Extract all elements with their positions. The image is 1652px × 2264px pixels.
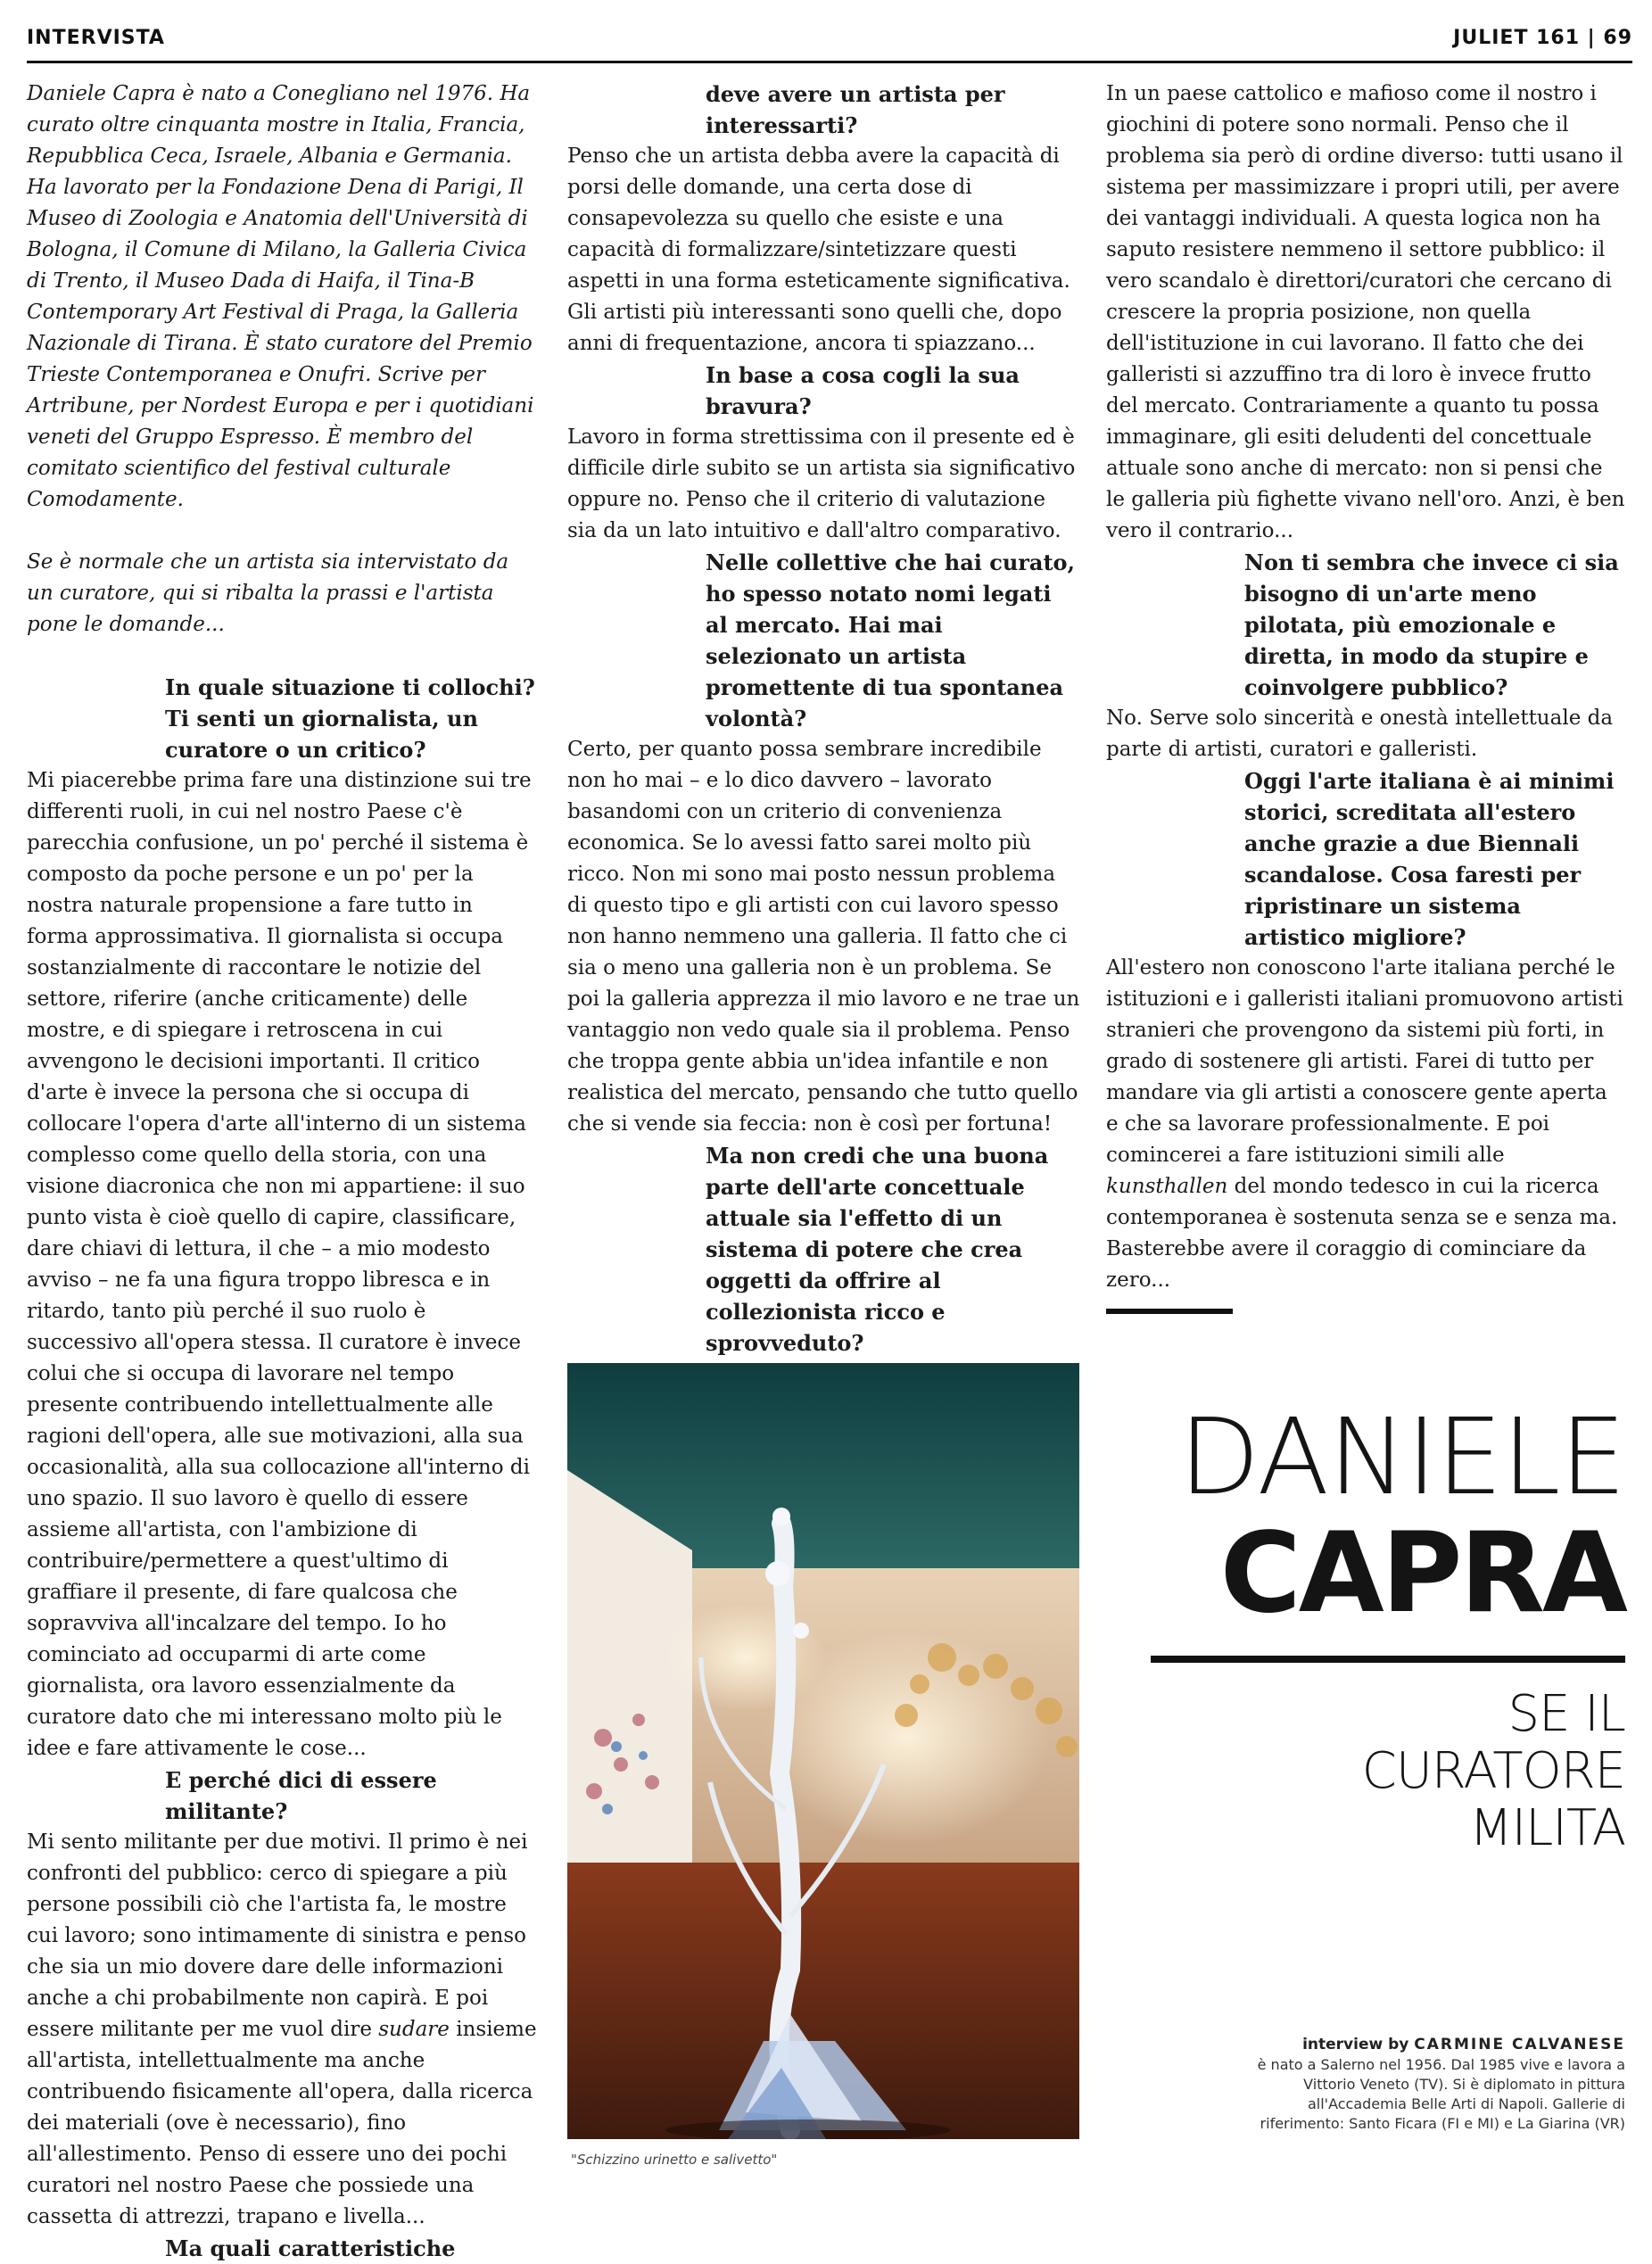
answer-8-text-b: del mondo tedesco in cui la ricerca contemporanea è sostenuta senza se e senza ma. Basterebbe avere il coraggio di cominciare da zero... (1106, 1175, 1618, 1292)
answer-8-emphasis: kunsthallen (1106, 1175, 1228, 1198)
gallery-installation-image (567, 1363, 1079, 2139)
question-3-end: deve avere un artista per interessarti? (706, 81, 1005, 138)
exhibition-photo (567, 1363, 1079, 2139)
subtitle-line-2: CURATORE (1361, 1742, 1625, 1800)
question-7: Non ti sembra che invece ci sia bisogno di un'arte meno pilotata, più emozionale e diretta, in modo da stupire e coinvolgere pubblico? (1244, 549, 1619, 700)
article-title-block (1151, 1395, 1625, 1857)
answer-4: Lavoro in forma strettissima con il presente ed è difficile dirle subito se un artista sia significativo oppure no. Penso che il criterio di valutazione sia da un lato intuitivo e dall'altro comparativo. (567, 426, 1076, 542)
title-divider (1151, 1656, 1625, 1663)
question-6: Ma non credi che una buona parte dell'arte concettuale attuale sia l'effetto di un sistema di potere che crea oggetti da offrire al collezionista ricco e sprovveduto? (706, 1143, 1049, 1356)
question-8: Oggi l'arte italiana è ai minimi storici, screditata all'estero anche grazie a due Biennali scandalose. Cosa faresti per ripristinare un sistema artistico migliore? (1244, 768, 1615, 950)
credit-prefix: interview by (1302, 2036, 1409, 2053)
interviewer-bio: è nato a Salerno nel 1956. Dal 1985 vive e lavora a Vittorio Veneto (TV). Si è diplomato in pittura all'Accademia Belle Arti di Napoli. Gallerie di riferimento: Santo Ficara (FI e MI) e La Giarina (VR) (1257, 2056, 1625, 2132)
answer-5: Certo, per quanto possa sembrare incredibile non ho mai – e lo dico davvero – lavorato basandomi con un criterio di convenienza economica. Se lo avessi fatto sarei molto più ricco. Non mi sono mai posto nessun problema di questo tipo e gli artisti con cui lavoro spesso non hanno nemmeno una galleria. Il fatto che ci sia o meno una galleria non è un problema. Se poi la galleria apprezza il mio lavoro e ne trae un vantaggio non vedo quale sia il problema. Penso che troppa gente abbia un'idea infantile e non realistica del mercato, pensando che tutto quello che si vende sia feccia: non è così per fortuna! (567, 738, 1080, 1136)
answer-7: No. Serve solo sincerità e onestà intellettuale da parte di artisti, curatori e galleristi. (1106, 706, 1614, 761)
answer-8-text-a: All'estero non conoscono l'arte italiana perché le istituzioni e i galleristi italiani promuovono artisti stranieri che provengono da sistemi più forti, in grado di sostenere gli artisti. Farei di tutto per mandare via gli artisti a conoscere gente aperta e che sa lavorare professionalmente. E poi comincerei a fare istituzioni simili alle (1106, 956, 1623, 1167)
answer-2-text-b: insieme all'artista, intellettualmente ma anche contribuendo fisicamente all'opera, dalla ricerca dei materiali (ove è necessario), fino all'allestimento. Penso di essere uno dei pochi curatori nel nostro Paese che possiede una cassetta di attrezzi, trapano e livella... (27, 2018, 537, 2228)
article-end-rule (1106, 1309, 1233, 1314)
photo-caption: "Schizzino urinetto e salivetto" (571, 2152, 778, 2168)
author-bio: Daniele Capra è nato a Conegliano nel 1976. Ha curato oltre cinquanta mostre in Italia, Francia, Repubblica Ceca, Israele, Albania e Germania. Ha lavorato per la Fondazione Dena di Parigi, Il Museo di Zoologia e Anatomia dell'Università di Bologna, il Comune di Milano, la Galleria Civica di Trento, il Museo Dada di Haifa, il Tina-B Contemporary Art Festival di Praga, la Galleria Nazionale di Tirana. È stato curatore del Premio Trieste Contemporanea e Onufri. Scrive per Artribune, per Nordest Europa e per i quotidiani veneti del Gruppo Espresso. È membro del comitato scientifico del festival culturale Comodamente. (27, 82, 534, 511)
answer-6: In un paese cattolico e mafioso come il nostro i giochini di potere sono normali. Penso che il problema sia però di ordine diverso: tutti usano il sistema per massimizzare i propri utili, per avere dei vantaggi individuali. A questa logica non ha saputo resistere nemmeno il settore pubblico: il vero scandalo è direttori/curatori che cercano di crescere la propria posizione, non quella dell'istituzione in cui lavorano. Il fatto che dei galleristi si azzuffino tra di loro è invece frutto del mercato. Contrariamente a quanto tu possa immaginare, gli esiti deludenti del concettuale attuale sono anche di mercato: non si pensi che le galleria più fighette vivano nell'oro. Anzi, è ben vero il contrario... (1106, 82, 1625, 542)
answer-8 (1106, 953, 1625, 1296)
answer-2-text-a: Mi sento militante per due motivi. Il primo è nei confronti del pubblico: cerco di spiegare a più persone possibili ciò che l'artista fa, le mostre cui lavoro; sono intimamente di sinistra e penso che sia un mio dovere dare delle informazioni anche a chi probabilmente non capirà. E poi essere militante per me vuol dire (27, 1830, 528, 2041)
subtitle-line-3: MILITA (1469, 1799, 1625, 1857)
page-folio: JULIET 161 | 69 (1453, 27, 1632, 49)
title-first-name: DANIELE (1178, 1395, 1625, 1518)
page-header (27, 25, 1632, 63)
article-column-1 (27, 78, 540, 2264)
answer-2 (27, 1827, 540, 2233)
answer-1: Mi piacerebbe prima fare una distinzione sui tre differenti ruoli, in cui nel nostro Paese c'è parecchia confusione, un po' perché il sistema è composto da poche persone e un po' per la nostra naturale propensione a fare tutto in forma approssimativa. Il giornalista si occupa sostanzialmente di raccontare le notizie del settore, riferire (anche criticamente) delle mostre, e di spiegare i retroscena in cui avvengono le decisioni importanti. Il critico d'arte è invece la persona che si occupa di collocare l'opera d'arte all'interno di un sistema complesso come quello della storia, con una visione diacronica che non mi appartiene: il suo punto vista è cioè quello di capire, classificare, dare chiavi di lettura, il che – a mio modesto avviso – ne fa una figura troppo libresca e in ritardo, tanto più perché il suo ruolo è successivo all'opera stessa. Il curatore è invece colui che si occupa di lavorare nel tempo presente contribuendo intellettualmente alle ragioni dell'opera, alle sue motivazioni, alla sua occasionalità, alla sua collocazione all'interno di uno spazio. Il suo lavoro è quello di essere assieme all'artista, con l'ambizione di contribuire/permettere a quest'ultimo di graffiare il presente, di fare qualcosa che sopravviva all'incalzare del tempo. Io ho cominciato ad occuparmi di arte come giornalista, ora lavoro essenzialmente da curatore dato che mi interessano molto più le idee e fare attivamente le cose... (27, 769, 532, 1760)
article-column-2 (567, 78, 1080, 1359)
credit-title (1231, 2036, 1625, 2053)
subtitle-line-1: SE IL (1507, 1685, 1625, 1743)
lead-paragraph: Se è normale che un artista sia intervistato da un curatore, qui si ribalta la prassi e l'artista pone le domande... (27, 550, 509, 636)
answer-2-emphasis: sudare (378, 2018, 450, 2041)
question-1: In quale situazione ti collochi? Ti senti un giornalista, un curatore o un critico? (165, 674, 535, 763)
title-last-name: CAPRA (1219, 1509, 1625, 1638)
section-label: INTERVISTA (27, 27, 165, 49)
article-subtitle (1151, 1686, 1625, 1857)
interviewer-name: CARMINE CALVANESE (1414, 2036, 1625, 2053)
interviewer-credit (1231, 2036, 1625, 2134)
question-3-start: Ma quali caratteristiche (165, 2235, 456, 2261)
question-5: Nelle collettive che hai curato, ho spesso notato nomi legati al mercato. Hai mai selezionato un artista promettente di tua spontanea volontà? (706, 549, 1075, 731)
article-column-3 (1106, 78, 1625, 1314)
question-4: In base a cosa cogli la sua bravura? (706, 362, 1020, 419)
question-2: E perché dici di essere militante? (165, 1767, 437, 1824)
answer-3: Penso che un artista debba avere la capacità di porsi delle domande, una certa dose di consapevolezza su quello che esiste e una capacità di formalizzare/sintetizzare questi aspetti in una forma esteticamente significativa. Gli artisti più interessanti sono quelli che, dopo anni di frequentazione, ancora ti spiazzano... (567, 145, 1070, 355)
